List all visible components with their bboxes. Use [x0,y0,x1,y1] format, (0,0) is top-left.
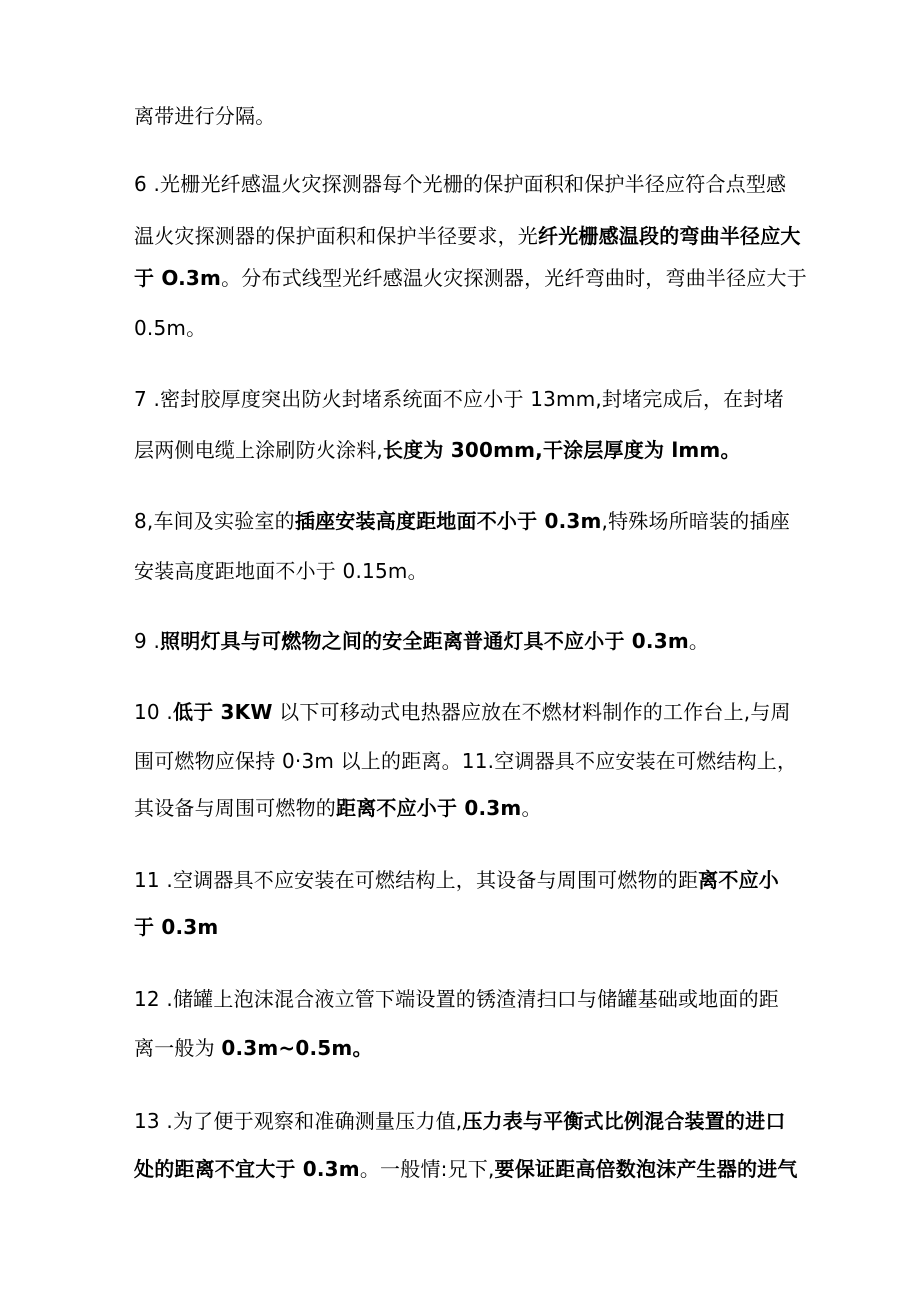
text-run-bold: 长度为 300mm,干涂层厚度为 lmm。 [382,438,741,462]
text-run: 12 .储罐上泡沫混合液立管下端设置的锈渣清扫口与储罐基础或地面的距 [134,987,779,1011]
text-run: 其设备与周围可燃物的 [134,796,336,820]
text-run: 8,车间及实验室的 [134,509,295,533]
text-line-14 [134,866,814,894]
text-run: 离一般为 [134,1036,222,1060]
text-run: 7 .密封胶厚度突出防火封堵系统面不应小于 13mm,封堵完成后，在封堵 [134,387,784,411]
text-line-19 [134,1155,814,1183]
text-line-6 [134,385,814,413]
text-run-bold: 距离不应小于 0.3m [336,796,522,820]
text-run: 离带进行分隔。 [134,104,276,128]
text-run-bold: 于 O.3m [134,266,222,290]
text-line-15 [134,913,814,941]
text-run: 以下可移动式电热器应放在不燃材料制作的工作台上,与周 [272,700,791,724]
text-run: 10 . [134,700,173,724]
text-run: 9 . [134,629,161,653]
text-run: 。一般情:兄下, [359,1157,495,1181]
text-line-2 [134,170,814,198]
text-line-16 [134,985,814,1013]
text-line-7 [134,436,814,464]
text-run-bold: 低于 3KW [172,700,273,724]
text-line-1 [134,102,814,130]
text-line-5 [134,314,814,342]
text-line-13 [134,794,814,822]
text-line-18 [134,1107,814,1135]
text-run-bold: 处的距离不宜大于 0.3m [134,1157,360,1181]
text-run: 6 .光栅光纤感温火灾探测器每个光栅的保护面积和保护半径应符合点型感 [134,172,787,196]
text-line-10 [134,627,814,655]
text-run: 13 .为了便于观察和准确测量压力值, [134,1109,463,1133]
text-line-3 [134,222,814,250]
text-run: ,特殊场所暗装的插座 [601,509,790,533]
text-run-bold: 压力表与平衡式比例混合装置的进口 [462,1109,786,1133]
text-line-4 [134,264,814,292]
text-run: 。分布式线型光纤感温火灾探测器，光纤弯曲时，弯曲半径应大于 [221,266,807,290]
text-line-8 [134,507,814,535]
text-run-bold: 0.3m~0.5m。 [221,1036,373,1060]
text-run: 安装高度距地面不小于 0.15m。 [134,559,428,583]
text-line-12 [134,747,814,775]
text-run: 11 .空调器具不应安装在可燃结构上，其设备与周围可燃物的距 [134,868,699,892]
text-run-bold: 于 0.3m [134,915,219,939]
text-run: 层两侧电缆上涂刷防火涂料, [134,438,383,462]
text-run: 温火灾探测器的保护面积和保护半径要求，光 [134,224,538,248]
text-line-11 [134,698,814,726]
text-run-bold: 要保证距高倍数泡沫产生器的进气 [494,1157,798,1181]
text-run: 围可燃物应保持 0·3m 以上的距离。11.空调器具不应安装在可燃结构上， [134,749,798,773]
text-run-bold: 纤光栅感温段的弯曲半径应大 [538,224,801,248]
text-run-bold: 照明灯具与可燃物之间的安全距离普通灯具不应小于 0.3m [160,629,689,653]
text-run: 0.5m。 [134,316,207,340]
text-run-bold: 插座安装高度距地面不小于 0.3m [294,509,602,533]
text-run: 。 [521,796,542,820]
text-line-17 [134,1034,814,1062]
text-run: 。 [688,629,710,653]
text-line-9 [134,557,814,585]
text-run-bold: 离不应小 [698,868,779,892]
